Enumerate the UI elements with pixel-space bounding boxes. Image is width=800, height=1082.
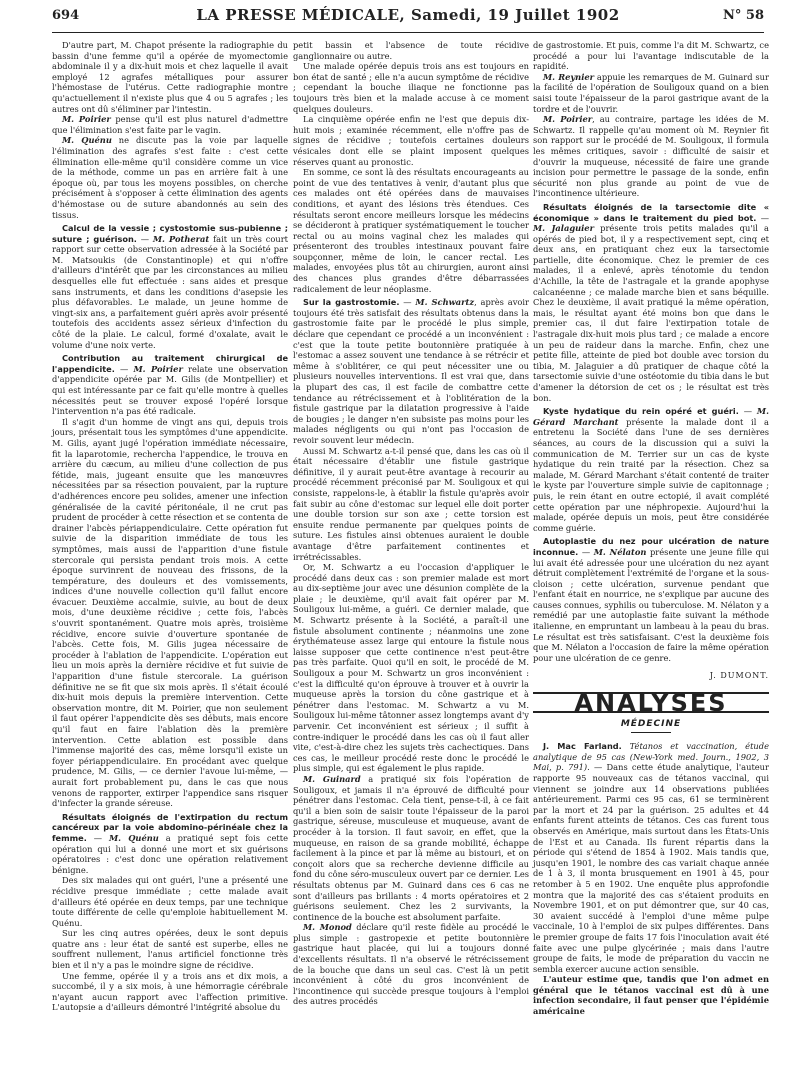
paragraph: Autoplastie du nez pour ulcération de nature inconnue. — M. Nélaton présente une jeune fille qui lui avait été adressée pour une ulcération du nez ayant détruit complètement l'extrémité de l'organe et la sous-cloison ; cette ulcération, survenue pendant que l'enfant était en nourrice, ne s'explique par aucune des causes connues, syphilis ou tuberculose. M. Nélaton y a remédié par une autoplastie faite suivant la méthode italienne, en empruntant un lambeau à la peau du bras. Le résultat est très satisfaisant. C'est la deuxième fois que M. Nélaton a l'occasion de faire la même opération pour une ulcération de ce genre. — [533, 536, 769, 663]
paragraph — [52, 135, 288, 220]
paragraph-text: a pratiqué sept fois cette opération qui lui a donné une mort et six guérisons opératoires : c'est donc une opération relativement bénigne. — [52, 832, 288, 875]
paragraph: En somme, ce sont là des résultats encourageants au point de vue des tentatives à venir, d'autant plus que ces malades ont été opérées dans de mauvaises conditions, et ayant des lésions très étendues. Ces résultats seront encore meilleurs lorsque les médecins se décideront à pratiquer systématiquement le toucher rectal ou au moins vaginal chez les malades qui présenteront des troubles intestinaux pouvant faire soupçonner, même de loin, le cancer rectal. Les malades, envoyées plus tôt au chirurgien, auront ainsi des chances plus grandes d'être débarrassées radicalement de leur néoplasme. — [293, 167, 529, 294]
journal-title: LA PRESSE MÉDICALE, Samedi, 19 Juillet 1902 — [196, 6, 620, 24]
column-2 — [293, 40, 529, 1007]
analyses-heading: ANALYSES — [533, 692, 769, 713]
paragraph-text: déclare qu'il reste fidèle au procédé le plus simple : gastropexie et petite boutonnière gastrique haut placée, qui lui a toujours donné d'excellents résultats. Il n'a observé le rétrécissement de la bouche que dans un seul cas. C'est là un petit inconvénient à côté du gros inconvénient de l'incontinence qui succède presque toujours à l'emploi des autres procédés — [293, 922, 530, 1007]
paragraph — [533, 114, 769, 199]
paragraph: Il s'agit d'un homme de vingt ans qui, depuis trois jours, présentait tous les symptômes d'une appendicite. M. Gilis, ayant jugé l'opération immédiate nécessaire, fit la laparotomie, rechercha l'appendice, le trouva en arrière du cæcum, au milieu d'une collection de pus fétide, mais, jugeant ensuite que les manœuvres nécessitées par sa résection pouvaient, par la rupture d'adhérences encore peu solides, amener une infection généralisée de la cavité péritonéale, il ne crut pas prudent de procéder à cette résection et se contenta de drainer l'abcès périappendiculaire. Cette opération fut suivie de la disparition immédiate de tous les symptômes, mais aussi de l'apparition d'une fistule stercorale qui persista pendant trois mois. A cette époque survinrent de nouveau des frissons, de la température, des douleurs et des vomissements, indices d'une nouvelle collection qu'il fallut encore évacuer. Deuxième accalmie, suivie, au bout de deux mois, d'une deuxième récidive ; cette fois, l'abcès s'ouvrit spontanément. Quatre mois après, troisième récidive, encore suivie d'ouverture spontanée de l'abcès. Cette fois, M. Gilis jugea nécessaire de procéder à l'ablation de l'appendicite. L'opération eut lieu un mois après la dernière récidive et fut suivie de l'apparition d'une fistule stercorale. La guérison définitive ne se fit que six mois après. Il s'était écoulé dix-huit mois depuis la première intervention. Cette observation montre, dit M. Poirier, que non seulement il faut opérer l'appendicite dès ses débuts, mais encore qu'il faut en faire l'ablation dès la première intervention. Cette ablation est possible dans l'immense majorité des cas, même lorsqu'il existe un foyer périappendiculaire. En procédant avec quelque prudence, M. Gilis, — ce dernier l'avoue lui-même, — aurait fort probablement pu, dans le cas que nous venons de rapporter, extirper l'appendice sans risquer d'infecter la grande séreuse. — [52, 416, 288, 809]
paragraph: Résultats éloignés de la tarsectomie dite « économique » dans le traitement du pied bot. — M. Jalaguier présente trois petits malades qu'il a opérés de pied bot, il y a respectivement sept, cinq et deux ans, en pratiquant chez eux la tarsectomie partielle, dite économique. Chez le premier de ces malades, il a enlevé, après ténotomie du tendon d'Achille, la tête de l'astragale et la grande apophyse calcanéenne ; ce malade marche bien et sans béquille. Chez le deuxième, il avait pratiqué la même opération, mais, le résultat ayant été moins bon que dans le premier cas, il dut faire l'extirpation totale de l'astragale dix-huit mois plus tard ; ce malade a encore un peu de raideur dans la marche. Enfin, chez une petite fille, atteinte de pied bot double avec torsion du tibia, M. Jalaguier a dû pratiquer de chaque côté la tarsectomie suivie d'une ostéotomie du tibia dans le but d'amener la détorsion de cet os ; le résultat est très bon. — [533, 201, 769, 403]
section-heading: Sur la gastrostomie. — [303, 297, 400, 308]
paragraph-text: ne discute pas la voie par laquelle l'élimination des agrafes s'est faite : c'est cette élimination elle-même qu'il considère comme un vice de la méthode, comme un pas en arrière fait à une époque où, par tous les moyens possibles, on cherche précisément à s'opposer à cette élimination des agents d'hémostase ou de suture abandonnés au sein des tissus. — [52, 135, 288, 220]
paragraph: Calcul de la vessie ; cystostomie sus-pubienne ; suture ; guérison. — M. Potherat fait un très court rapport sur cette observation adressée à la Société par M. Matsoukis (de Constantinople) et qui n'offre d'ailleurs d'intérêt que par les circonstances au milieu desquelles elle fut effectuée : sans aides et presque sans instruments, et dans les conditions d'asepsie les plus défavorables. Le malade, un jeune homme de vingt-six ans, a parfaitement guéri après avoir présenté toutefois des accidents assez sérieux d'infection du côté de la plaie. Le calcul, formé d'oxalate, avait le volume d'une noix verte. — [52, 223, 288, 350]
paragraph-text: appuie les remarques de M. Guinard sur la facilité de l'opération de Souligoux quand on a bien saisi toute l'épaisseur de la paroi gastrique avant de la tordre et de l'ouvrir. — [533, 71, 769, 114]
section-heading: Résultats éloignés de l'extirpation du rectum cancéreux par la voie abdomino-périnéale chez la femme. — [52, 811, 288, 843]
paragraph: Résultats éloignés de l'extirpation du rectum cancéreux par la voie abdomino-périnéale chez la femme. — M. Quénu a pratiqué sept fois cette opération qui lui a donné une mort et six guérisons opératoires : c'est donc une opération relativement bénigne. — [52, 811, 288, 875]
paragraph: petit bassin et l'absence de toute récidive ganglionnaire ou autre. — [293, 40, 529, 61]
paragraph: Aussi M. Schwartz a-t-il pensé que, dans les cas où il était nécessaire d'établir une fistule gastrique définitive, il y aurait peut-être avantage à recourir au procédé récemment préconisé par M. Souligoux et qui consiste, rappelons-le, à établir la fistule qu'après avoir fait subir au cône d'estomac sur lequel elle doit porter une double torsion sur son axe ; cette torsion est ensuite rendue permanente par quelques points de suture. Les fistules ainsi obtenues auraient le double avantage d'être parfaitement continentes et irrétrécissables. — [293, 445, 529, 562]
paragraph-text: , après avoir toujours été très satisfait des résultats obtenus dans la gastrostomie faite par le procédé le plus simple, déclare que cependant ce procédé a un inconvénient : c'est que la toute petite boutonnière pratiquée à l'estomac a assez souvent une tendance à se rétrécir et même à s'oblitérer, ce qui peut nécessiter une ou plusieurs nouvelles interventions. Il est vrai que, dans la plupart des cas, il est facile de combattre cette tendance au rétrécissement et à l'oblitération de la fistule gastrique par la dilatation progressive à l'aide de bougies ; le danger n'en subsiste pas moins pour les malades négligents ou qui n'ont pas l'occasion de revoir souvent leur médecin. — [293, 297, 529, 445]
paragraph: Sur les cinq autres opérées, deux le sont depuis quatre ans : leur état de santé est superbe, elles ne souffrent nullement, l'anus artificiel fonctionne très bien et il n'y a pas le moindre signe de récidive. — [52, 928, 288, 971]
speaker-name: M. Poirier — [62, 114, 111, 125]
paragraph: Une femme, opérée il y a trois ans et dix mois, a succombé, il y a six mois, à une hémorragie cérébrale n'ayant aucun rapport avec l'affection primitive. L'autopsie a d'ailleurs démontré l'intégrité absolue du — [52, 970, 288, 1013]
paragraph: Kyste hydatique du rein opéré et guéri. — M. Gérard Marchant présente la malade dont il a entretenu la Société dans l'une de ses dernières séances, au cours de la discussion qui a suivi la communication de M. Terrier sur un cas de kyste hydatique du rein traité par la résection. Chez sa malade, M. Gérard Marchant s'était contenté de traiter le kyste par l'ouverture simple suivie de capitonnage ; puis, le rein étant en outre ectopié, il avait complété cette opération par une néphropexie. Aujourd'hui la malade, opérée depuis un mois, peut être considérée comme guérie. — [533, 406, 769, 533]
speaker-name: M. Poirier — [133, 363, 183, 374]
paragraph: Or, M. Schwartz a eu l'occasion d'appliquer le procédé dans deux cas : son premier malade est mort au dix-septième jour avec une désunion complète de la plaie ; le deuxième, qu'il avait fait opérer par M. Souligoux lui-même, a guéri. Ce dernier malade, que M. Schwartz présente à la Société, a paraît-il une fistule absolument continente ; néanmoins une zone érythémateuse assez large qui entoure la fistule nous laisse supposer que cette continence n'est peut-être pas très parfaite. Quoi qu'il en soit, le procédé de M. Souligoux a pour M. Schwartz un gros inconvénient : c'est la difficulté qu'on éprouve à trouver et à ouvrir la muqueuse après la torsion du cône gastrique et à pénétrer dans l'estomac. M. Schwartz a vu M. Souligoux lui-même tâtonner assez longtemps avant d'y parvenir. Cet inconvénient est sérieux ; il suffit à contre-indiquer le procédé dans les cas où il faut aller vite, c'est-à-dire chez les sujets très cachectiques. Dans ces cas, le meilleur procédé reste donc le procédé le plus simple, qui est également le plus rapide. — [293, 562, 529, 774]
section-heading: Résultats éloignés de la tarsectomie dite « économique » dans le traitement du pied bot. — [533, 201, 769, 223]
paragraph — [293, 922, 529, 1007]
paragraph — [293, 774, 529, 922]
paragraph: Contribution au traitement chirurgical de l'appendicite. — M. Poirier relate une observation d'appendicite opérée par M. Gilis (de Montpellier) et qui est intéressante par ce fait qu'elle montre à quelles nécessités peut se trouver exposé l'opéré lorsque l'intervention n'a pas été radicale. — [52, 353, 288, 417]
paragraph-text: relate une observation d'appendicite opérée par M. Gilis (de Montpellier) et qui est intéressante par ce fait qu'elle montre à quelles nécessités peut se trouver exposé l'opéré lorsque l'intervention n'a pas été radicale. — [52, 363, 288, 417]
paragraph — [52, 114, 288, 135]
paragraph-text: fait un très court rapport sur cette observation adressée à la Société par M. Matsoukis (de Constantinople) et qui n'offre d'ailleurs d'intérêt que par les circonstances au milieu desquelles elle fut effectuée : sans aides et presque sans instruments, et dans les conditions d'asepsie les plus défavorables. Le malade, un jeune homme de vingt-six ans, a parfaitement guéri après avoir présenté toutefois des accidents assez sérieux d'infection du côté de la plaie. Le calcul, formé d'oxalate, avait le volume d'une noix verte. — [52, 233, 288, 350]
page-number: 694 — [52, 8, 80, 23]
speaker-name: M. Gérard Marchant — [533, 406, 769, 427]
speaker-name: M. Reynier — [543, 71, 595, 82]
paragraph-text: , au contraire, partage les idées de M. Schwartz. Il rappelle qu'au moment où M. Reynier fit son rapport sur le procédé de M. Souligoux, il formula les mêmes critiques, savoir : difficulté de saisir et d'ouvrir la muqueuse, nécessité de faire une grande incision pour permettre le passage de la sonde, enfin sécurité non plus grande au point de vue de l'incontinence ultérieure. — [533, 114, 769, 199]
section-title: MÉDECINE — [533, 719, 769, 734]
paragraph: L'auteur estime que, tandis que l'on admet en général que le tétanos vaccinal est dû à une infection secondaire, il faut penser que l'épidémie américaine — [533, 974, 769, 1017]
paragraph: Des six malades qui ont guéri, l'une a présenté une récidive presque immédiate ; cette malade avait d'ailleurs été opérée en deux temps, par une technique toute différente de celle qu'emploie habituellement M. Quénu. — [52, 875, 288, 928]
speaker-name: M. Poirier — [543, 114, 593, 125]
paragraph: D'autre part, M. Chapot présente la radiographie du bassin d'une femme qu'il a opérée de myomectomie abdominale il y a dix-huit mois et chez laquelle il avait employé 12 agrafes métalliques pour assurer l'hémostase de l'utérus. Cette radiographie montre qu'actuellement il n'existe plus que 4 ou 5 agrafes ; les autres ont dû s'éliminer par l'intestin. — [52, 40, 288, 114]
paragraph: Sur la gastrostomie. — M. Schwartz, après avoir toujours été très satisfait des résultats obtenus dans la gastrostomie faite par le procédé le plus simple, déclare que cependant ce procédé a un inconvénient : c'est que la toute petite boutonnière pratiquée à l'estomac a assez souvent une tendance à se rétrécir et même à s'oblitérer, ce qui peut nécessiter une ou plusieurs nouvelles interventions. Il est vrai que, dans la plupart des cas, il est facile de combattre cette tendance au rétrécissement et à l'oblitération de la fistule gastrique par la dilatation progressive à l'aide de bougies ; le danger n'en subsiste pas moins pour les malades négligents ou qui n'ont pas l'occasion de revoir souvent leur médecin. — [293, 297, 529, 445]
section-heading: Contribution au traitement chirurgical de l'appendicite. — [52, 353, 288, 374]
issue-number: N° 58 — [723, 8, 764, 23]
analysis-entry — [533, 741, 769, 974]
paragraph-text: présente la malade dont il a entretenu la Société dans l'une de ses dernières séances, au cours de la discussion qui a suivi la communication de M. Terrier sur un cas de kyste hydatique du rein traité par la résection. Chez sa malade, M. Gérard Marchant s'était contenté de traiter le kyste par l'ouverture simple suivie de capitonnage ; puis, le rein étant en outre ectopié, il avait complété cette opération par une néphropexie. Aujourd'hui la malade, opérée depuis un mois, peut être considérée comme guérie. — [533, 416, 769, 533]
column-1 — [52, 40, 288, 1013]
page-header — [52, 6, 764, 33]
speaker-name: M. Quénu — [62, 135, 112, 146]
speaker-name: M. Jalaguier — [533, 223, 594, 234]
speaker-name: M. Quénu — [108, 832, 159, 843]
analysis-title: Tétanos et vaccination, étude analytique de 95 cas (New-York med. Journ., 1902, 3 Mai, p. 791). — [533, 741, 769, 773]
paragraph: de gastrostomie. Et puis, comme l'a dit M. Schwartz, ce procédé a pour lui l'avantage indiscutable de la rapidité. — [533, 40, 769, 72]
analysis-author: J. Mac Farland. — [543, 741, 622, 752]
paragraph-text: pense qu'il est plus naturel d'admettre que l'élimination s'est faite par le vagin. — [52, 114, 288, 135]
author-signature: J. DUMONT. — [709, 671, 769, 681]
speaker-name: M. Nélaton — [593, 546, 647, 557]
speaker-name: M. Schwartz — [415, 297, 475, 308]
speaker-name: M. Monod — [303, 922, 352, 933]
section-heading: Kyste hydatique du rein opéré et guéri. — [543, 406, 739, 417]
paragraph — [533, 72, 769, 114]
paragraph-text: — Dans cette étude analytique, l'auteur rapporte 95 nouveaux cas de tétanos vaccinal, qui viennent se joindre aux 14 observations publiées antérieurement. Parmi ces 95 cas, 61 se terminèrent par la mort et 24 par la guérison. 25 adultes et 44 enfants furent atteints de tétanos. Ces cas furent tous observés en Amérique, mais surtout dans les États-Unis de l'Est et au Canada. Ils furent répartis dans la période qui s'étend de 1854 à 1902. Mais tandis que, jusqu'en 1901, le nombre des cas variait chaque année de 1 à 3, il monta brusquement en 1901 à 45, pour retomber à 5 en 1902. Une enquête plus approfondie montra que la majorité des cas s'étaient produits en Novembre 1901, et on put démontrer que, sur 40 cas, 30 avaient succédé à l'emploi d'une même pulpe vaccinale, 10 à l'emploi de six pulpes différentes. Dans le premier groupe de faits 17 fois l'inoculation avait été faite avec une pulpe glycérinée ; mais dans l'autre groupe de faits, le mode de préparation du vaccin ne sembla exercer aucune action sensible. — [533, 762, 769, 974]
speaker-name: M. Guinard — [303, 773, 361, 784]
paragraph: La cinquième opérée enfin ne l'est que depuis dix-huit mois ; examinée récemment, elle n'offre pas de signes de récidive ; toutefois certaines douleurs vésicales dont elle se plaint imposent quelques réserves quant au pronostic. — [293, 114, 529, 167]
paragraph-text: présente une jeune fille qui lui avait été adressée pour une ulcération du nez ayant détruit complètement l'extrémité de l'organe et la sous-cloison ; cette ulcération, survenue pendant que l'enfant était en nourrice, ne s'explique par aucune des causes connues, syphilis ou tuberculose. M. Nélaton y a remédié par une autoplastie faite suivant la méthode italienne, en empruntant un lambeau à la peau du bras. Le résultat est très satisfaisant. C'est la deuxième fois que M. Nélaton a l'occasion de faire la même opération pour une ulcération de ce genre. — [533, 546, 769, 663]
paragraph-text: présente trois petits malades qu'il a opérés de pied bot, il y a respectivement sept, cinq et deux ans, en pratiquant chez eux la tarsectomie partielle, dite économique. Chez le premier de ces malades, il a enlevé, après ténotomie du tendon d'Achille, la tête de l'astragale et la grande apophyse calcanéenne ; ce malade marche bien et sans béquille. Chez le deuxième, il avait pratiqué la même opération, mais, le résultat ayant été moins bon que dans le premier cas, il dut faire l'extirpation totale de l'astragale dix-huit mois plus tard ; ce malade a encore un peu de raideur dans la marche. Enfin, chez une petite fille, atteinte de pied bot double avec torsion du tibia, M. Jalaguier a dû pratiquer de chaque côté la tarsectomie suivie d'une ostéotomie du tibia dans le but d'amener la détorsion de cet os ; le résultat est très bon. — [533, 223, 769, 403]
section-heading: Autoplastie du nez pour ulcération de nature inconnue. — [533, 536, 769, 557]
section-heading: Calcul de la vessie ; cystostomie sus-pubienne ; suture ; guérison. — [52, 223, 288, 244]
paragraph-text: a pratiqué six fois l'opération de Souligoux, et jamais il n'a éprouvé de difficulté pour pénétrer dans l'estomac. Cela tient, pense-t-il, à ce fait qu'il a bien soin de saisir toute l'épaisseur de la paroi gastrique, séreuse, musculeuse et muqueuse, avant de procéder à la torsion. Il faut savoir, en effet, que la muqueuse, en raison de sa grande mobilité, échappe facilement à la pince et par là même au bistouri, et on conçoit alors que sa recherche devienne difficile au fond du cône séro-musculeux ouvert par ce dernier. Les résultats obtenus par M. Guinard dans ces 6 cas ne sont d'ailleurs pas brillants : 4 morts opératoires et 2 guérisons seulement. Chez les 2 survivants, la continence de la bouche est absolument parfaite. — [293, 773, 529, 922]
paragraph: Une malade opérée depuis trois ans est toujours en bon état de santé ; elle n'a aucun symptôme de récidive ; cependant la bouche iliaque ne fonctionne pas toujours très bien et la malade accuse à ce moment quelques douleurs. — [293, 61, 529, 114]
speaker-name: M. Potherat — [152, 233, 210, 244]
column-3 — [533, 40, 769, 1017]
